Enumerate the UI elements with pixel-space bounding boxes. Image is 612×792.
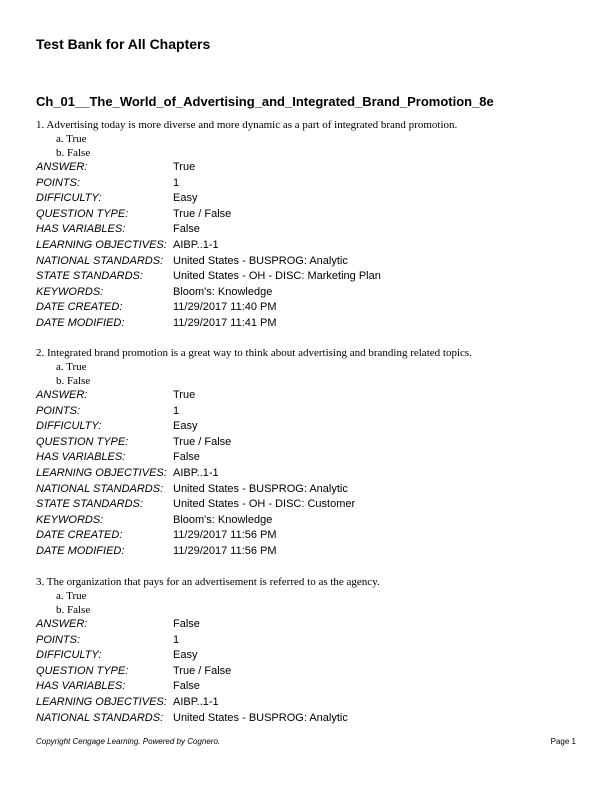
metadata-label: KEYWORDS:	[36, 513, 104, 526]
metadata-label: KEYWORDS:	[36, 285, 104, 298]
metadata-row	[36, 528, 596, 544]
metadata-row	[36, 404, 596, 420]
page-title: Test Bank for All Chapters	[36, 36, 211, 52]
metadata-label: ANSWER:	[36, 389, 88, 401]
metadata-value: United States - OH - DISC: Marketing Plan	[173, 270, 381, 283]
metadata-label: ANSWER:	[36, 161, 88, 173]
answer-choice: b. False	[56, 604, 91, 616]
metadata-label: HAS VARIABLES:	[36, 451, 126, 464]
metadata-value: False	[173, 451, 200, 464]
metadata-row	[36, 648, 596, 664]
metadata-label: HAS VARIABLES:	[36, 223, 126, 236]
metadata-value: True / False	[173, 435, 232, 448]
metadata-row	[36, 664, 596, 680]
metadata-value: Easy	[173, 649, 198, 662]
question-block	[36, 575, 596, 726]
metadata-label: DIFFICULTY:	[36, 420, 102, 433]
metadata-row	[36, 388, 596, 404]
metadata-value: Bloom's: Knowledge	[173, 513, 273, 526]
metadata-label: LEARNING OBJECTIVES:	[36, 466, 167, 479]
metadata-value: True	[173, 161, 196, 173]
metadata-value: 11/29/2017 11:56 PM	[173, 544, 277, 557]
metadata-row	[36, 497, 596, 513]
metadata-row	[36, 160, 596, 176]
chapter-title: Ch_01__The_World_of_Advertising_and_Integrated_Brand_Promotion_8e	[36, 94, 494, 109]
metadata-label: POINTS:	[36, 633, 81, 646]
metadata-row	[36, 300, 596, 316]
metadata-value: False	[173, 618, 200, 630]
metadata-label: DIFFICULTY:	[36, 192, 102, 205]
metadata-value: False	[173, 680, 200, 693]
metadata-label: NATIONAL STANDARDS:	[36, 254, 164, 267]
metadata-label: POINTS:	[36, 404, 81, 417]
metadata-row	[36, 191, 596, 207]
metadata-value: 11/29/2017 11:40 PM	[173, 301, 277, 314]
metadata-row	[36, 633, 596, 649]
metadata-row	[36, 254, 596, 270]
answer-choice: b. False	[56, 375, 91, 387]
metadata-value: AIBP..1-1	[173, 238, 219, 251]
metadata-value: Easy	[173, 420, 198, 433]
question-text: 1. Advertising today is more diverse and more dynamic as a part of integrated brand promotion.	[36, 119, 458, 131]
metadata-value: 1	[173, 404, 180, 417]
question-text: 3. The organization that pays for an advertisement is referred to as the agency.	[36, 576, 380, 588]
metadata-label: DATE CREATED:	[36, 301, 123, 314]
metadata-label: DATE MODIFIED:	[36, 316, 125, 329]
metadata-row	[36, 222, 596, 238]
metadata-row	[36, 711, 596, 727]
metadata-label: HAS VARIABLES:	[36, 680, 126, 693]
metadata-value: True / False	[173, 664, 232, 677]
metadata-value: AIBP..1-1	[173, 695, 219, 708]
answer-choice: b. False	[56, 147, 91, 159]
metadata-value: Bloom's: Knowledge	[173, 285, 273, 298]
metadata-row	[36, 695, 596, 711]
metadata-label: POINTS:	[36, 176, 81, 189]
metadata-value: United States - BUSPROG: Analytic	[173, 254, 348, 267]
metadata-row	[36, 207, 596, 223]
metadata-value: United States - OH - DISC: Customer	[173, 498, 356, 511]
metadata-value: 1	[173, 633, 180, 646]
metadata-row	[36, 679, 596, 695]
question-text: 2. Integrated brand promotion is a great way to think about advertising and branding related topics.	[36, 347, 472, 359]
metadata-row	[36, 466, 596, 482]
metadata-label: DIFFICULTY:	[36, 649, 102, 662]
metadata-value: 11/29/2017 11:41 PM	[173, 316, 277, 329]
metadata-row	[36, 269, 596, 285]
metadata-label: ANSWER:	[36, 618, 88, 630]
metadata-value: 11/29/2017 11:56 PM	[173, 529, 277, 542]
metadata-label: STATE STANDARDS:	[36, 270, 143, 283]
metadata-label: NATIONAL STANDARDS:	[36, 711, 164, 724]
metadata-value: United States - BUSPROG: Analytic	[173, 711, 348, 724]
metadata-value: AIBP..1-1	[173, 466, 219, 479]
metadata-row	[36, 316, 596, 332]
question-block	[36, 346, 596, 560]
footer-page-number: Page 1	[550, 737, 576, 746]
metadata-label: LEARNING OBJECTIVES:	[36, 238, 167, 251]
metadata-value: 1	[173, 176, 180, 189]
metadata-row	[36, 435, 596, 451]
footer-copyright: Copyright Cengage Learning. Powered by Cognero.	[36, 737, 221, 746]
metadata-label: QUESTION TYPE:	[36, 207, 129, 220]
metadata-row	[36, 617, 596, 633]
metadata-value: Easy	[173, 192, 198, 205]
metadata-label: QUESTION TYPE:	[36, 664, 129, 677]
metadata-value: False	[173, 223, 200, 236]
metadata-row	[36, 482, 596, 498]
metadata-value: United States - BUSPROG: Analytic	[173, 482, 348, 495]
metadata-row	[36, 450, 596, 466]
question-block	[36, 118, 596, 332]
answer-choice: a. True	[56, 361, 87, 373]
metadata-label: STATE STANDARDS:	[36, 498, 143, 511]
metadata-row	[36, 176, 596, 192]
metadata-row	[36, 513, 596, 529]
metadata-row	[36, 419, 596, 435]
metadata-label: NATIONAL STANDARDS:	[36, 482, 164, 495]
answer-choice: a. True	[56, 590, 87, 602]
metadata-value: True	[173, 389, 196, 401]
metadata-row	[36, 285, 596, 301]
metadata-label: DATE MODIFIED:	[36, 544, 125, 557]
metadata-label: DATE CREATED:	[36, 529, 123, 542]
metadata-row	[36, 544, 596, 560]
answer-choice: a. True	[56, 133, 87, 145]
metadata-value: True / False	[173, 207, 232, 220]
metadata-label: LEARNING OBJECTIVES:	[36, 695, 167, 708]
metadata-row	[36, 238, 596, 254]
metadata-label: QUESTION TYPE:	[36, 435, 129, 448]
